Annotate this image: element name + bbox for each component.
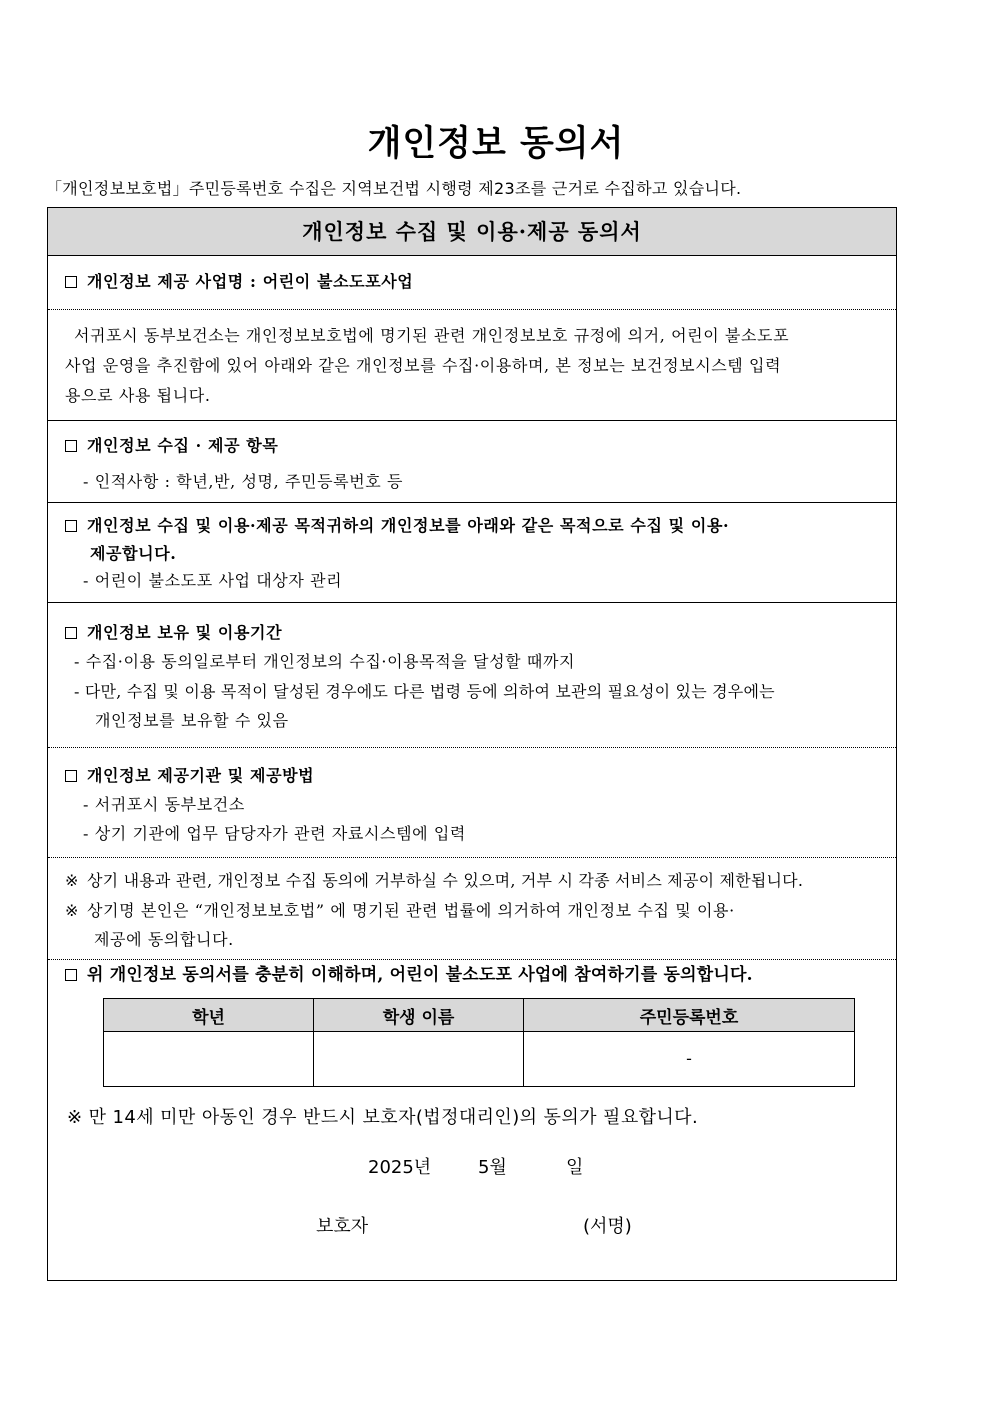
note-refusal: 상기 내용과 관련, 개인정보 수집 동의에 거부하실 수 있으며, 거부 시 각종 서비스 제공이 제한됩니다. <box>87 871 804 890</box>
checkbox-icon[interactable] <box>65 276 77 288</box>
retention-line: 개인정보를 보유할 수 있음 <box>95 711 289 730</box>
note-consent-cont: 제공에 동의합니다. <box>94 930 234 949</box>
provider-section <box>48 748 896 858</box>
items-heading: 개인정보 수집 · 제공 항목 <box>87 436 279 455</box>
reference-mark-icon: ※ <box>65 871 79 890</box>
guardian-note: ※ 만 14세 미만 아동인 경우 반드시 보호자(법정대리인)의 동의가 필요합니다. <box>67 1107 699 1128</box>
page-title: 개인정보 동의서 <box>367 124 625 164</box>
table-row <box>104 1032 855 1087</box>
legal-basis-note: 「개인정보보호법」주민등록번호 수집은 지역보건법 시행령 제23조를 근거로 수집하고 있습니다. <box>46 179 742 198</box>
provider-line: - 서귀포시 동부보건소 <box>83 795 245 814</box>
project-name: 개인정보 제공 사업명 : 어린이 불소도포사업 <box>87 272 414 291</box>
note-consent: 상기명 본인은 “개인정보보호법” 에 명기된 관련 법률에 의거하여 개인정보 수집 및 이용· <box>87 901 735 920</box>
rrn-cell[interactable]: - <box>524 1032 855 1087</box>
agreement-text: 위 개인정보 동의서를 충분히 이해하며, 어린이 불소도포 사업에 참여하기를 동의합니다. <box>87 965 753 985</box>
consent-form <box>47 207 897 1281</box>
date-year[interactable]: 2025년 <box>368 1157 432 1178</box>
purpose-heading: 개인정보 수집 및 이용·제공 목적귀하의 개인정보를 아래와 같은 목적으로 수집 및 이용· <box>87 516 730 535</box>
form-header: 개인정보 수집 및 이용·제공 동의서 <box>48 208 896 256</box>
intro-line: 사업 운영을 추진함에 있어 아래와 같은 개인정보를 수집·이용하며, 본 정보는 보건정보시스템 입력 <box>65 356 782 375</box>
agreement-checkbox[interactable] <box>65 969 77 981</box>
provider-line: - 상기 기관에 업무 담당자가 관련 자료시스템에 입력 <box>83 824 466 843</box>
items-line: - 인적사항 : 학년,반, 성명, 주민등록번호 등 <box>83 472 404 491</box>
items-section <box>48 421 896 503</box>
purpose-section <box>48 503 896 603</box>
retention-line: - 다만, 수집 및 이용 목적이 달성된 경우에도 다른 법령 등에 의하여 보관의 필요성이 있는 경우에는 <box>74 682 775 701</box>
intro-section <box>48 310 896 421</box>
purpose-heading-cont: 제공합니다. <box>90 544 177 563</box>
checkbox-icon[interactable] <box>65 770 77 782</box>
column-header-name: 학생 이름 <box>314 999 524 1032</box>
column-header-grade: 학년 <box>104 999 314 1032</box>
intro-line: 서귀포시 동부보건소는 개인정보보호법에 명기된 관련 개인정보보호 규정에 의거, 어린이 불소도포 <box>74 326 790 345</box>
retention-line: - 수집·이용 동의일로부터 개인정보의 수집·이용목적을 달성할 때까지 <box>74 652 576 671</box>
signature-field[interactable]: (서명) <box>583 1216 632 1237</box>
purpose-line: - 어린이 불소도포 사업 대상자 관리 <box>83 571 343 590</box>
retention-heading: 개인정보 보유 및 이용기간 <box>87 623 283 642</box>
date-day[interactable]: 일 <box>566 1157 584 1178</box>
checkbox-icon[interactable] <box>65 520 77 532</box>
guardian-label: 보호자 <box>316 1216 369 1237</box>
student-info-table <box>103 998 855 1087</box>
checkbox-icon[interactable] <box>65 440 77 452</box>
grade-cell[interactable] <box>104 1032 314 1087</box>
reference-mark-icon: ※ <box>65 901 80 920</box>
student-name-cell[interactable] <box>314 1032 524 1087</box>
column-header-rrn: 주민등록번호 <box>524 999 855 1032</box>
provider-heading: 개인정보 제공기관 및 제공방법 <box>87 766 315 785</box>
intro-line: 용으로 사용 됩니다. <box>65 386 211 405</box>
project-name-section <box>48 256 896 310</box>
retention-section <box>48 603 896 748</box>
agreement-row <box>65 960 753 985</box>
checkbox-icon[interactable] <box>65 627 77 639</box>
notes-section <box>48 858 896 960</box>
date-month[interactable]: 5월 <box>478 1157 507 1178</box>
